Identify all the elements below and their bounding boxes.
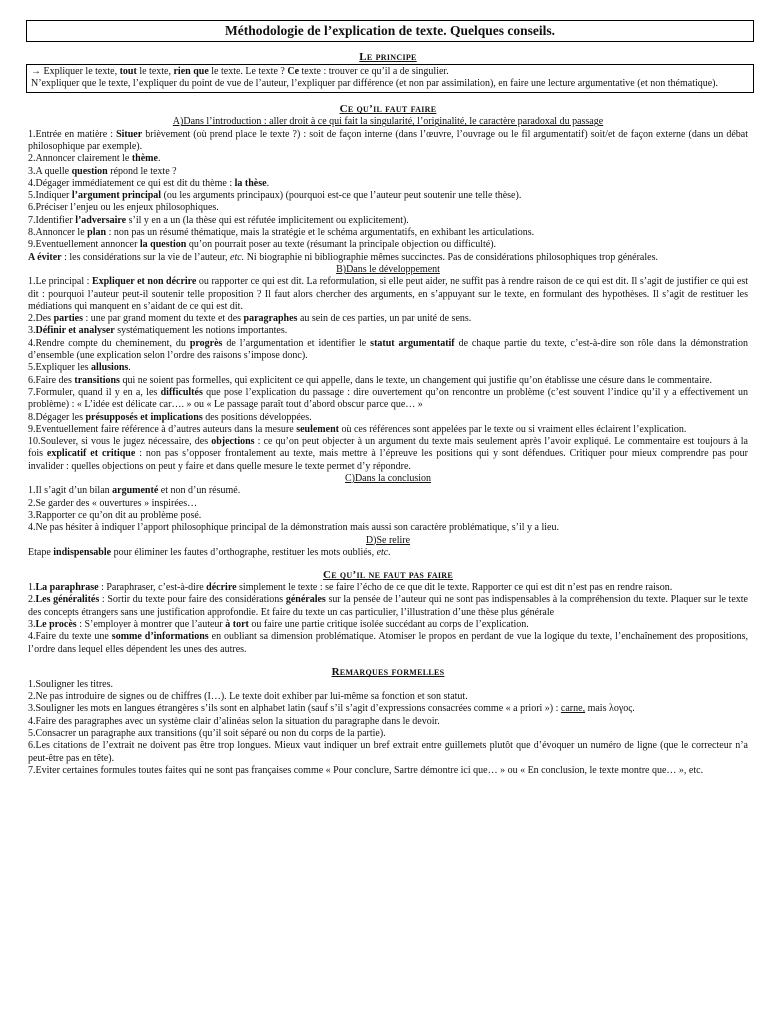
formelles-item-6: 6.Les citations de l’extrait ne doivent pas être trop longues. Mieux vaut indiquer un bref extrait entre guillemets plutôt que d’évoquer un numéro de ligne (que le correcteur n’a peut-être pas en tête). (28, 740, 748, 764)
dev-item-6: 6.Faire des transitions qui ne soient pas formelles, qui explicitent ce qui appelle, dans le texte, un changement qui justifie qu’on établisse une césure dans le commentaire. (28, 374, 712, 386)
pasfaire-item-1: 1.La paraphrase : Paraphraser, c’est-à-dire décrire simplement le texte : se faire l’écho de ce que dit le texte. Rapporter ce qui est dit n’est pas en rendre raison. (28, 582, 673, 594)
formelles-item-7: 7.Eviter certaines formules toutes faites qui ne sont pas françaises comme « Pour conclure, Sartre démontre ici que… » ou « En conclusion, le texte montre que… », etc. (28, 764, 704, 776)
concl-item-4: 4.Ne pas hésiter à indiquer l’apport philosophique principal de la démonstration mais aussi son caractère problématique, s’il y a lieu. (28, 522, 559, 534)
dev-item-8: 8.Dégager les présupposés et implications des positions développées. (28, 411, 312, 423)
principle-line-2: N’expliquer que le texte, l’expliquer du point de vue de l’auteur, l’expliquer par différence (et non par assimilation), en faire une lecture argumentative (et non thématique). (31, 78, 719, 90)
principle-box (26, 64, 754, 93)
formelles-item-3: 3.Souligner les mots en langues étrangères s’ils sont en alphabet latin (sauf s’il s’agit d’expressions consacrées comme « a priori ») : carne, mais λογος. (28, 703, 635, 715)
formelles-item-2: 2.Ne pas introduire de signes ou de chiffres (I…). Le texte doit exhiber par lui-même sa fonction et son statut. (28, 691, 468, 703)
formelles-item-1: 1.Souligner les titres. (28, 678, 113, 690)
intro-item-9: 9.Eventuellement annoncer la question qu’on pourrait poser au texte (résumant la principale objection ou difficulté). (28, 239, 497, 251)
formelles-item-5: 5.Consacrer un paragraphe aux transitions (qu’il soit séparé ou non du corps de la partie). (28, 728, 386, 740)
intro-item-1: 1.Entrée en matière : Situer brièvement (où prend place le texte ?) : soit de façon interne (dans l’œuvre, l’ouvrage ou le fil argumentatif) soit/et de façon externe (dans un débat philosophique par exemple). (28, 128, 748, 152)
dev-item-2: 2.Des parties : une par grand moment du texte et des paragraphes au sein de ces parties, un par unité de sens. (28, 313, 472, 325)
subheading-relire: D)Se relire (365, 534, 411, 546)
pasfaire-item-2: 2.Les généralités : Sortir du texte pour faire des considérations générales sur la pensée de l’auteur qui ne sont pas indispensables à la compréhension du texte. Plaquer sur le texte des concepts étrangers sans une justification approfondie. Et faire du texte un cas particulier, l’illustration d’une thèse plus générale (28, 594, 748, 618)
pasfaire-item-4: 4.Faire du texte une somme d’informations en oubliant sa dimension problématique. Atomiser le propos en perdant de vue la logique du texte, l’enchaînement des propositions, l’ordre dans lequel elles dépendent les unes des autres. (28, 631, 748, 655)
dev-item-4: 4.Rendre compte du cheminement, du progrès de l’argumentation et identifier le statut argumentatif de chaque partie du texte, c’est-à-dire son rôle dans la démonstration d’ensemble (une explication selon l’ordre des raisons s’impose donc). (28, 337, 748, 362)
subheading-introduction: A)Dans l’introduction : aller droit à ce qui fait la singularité, l’originalité, le caractère paradoxal du passage (172, 116, 604, 128)
intro-item-4: 4.Dégager immédiatement ce qui est dit du thème : la thèse. (28, 177, 270, 189)
relire-text: Etape indispensable pour éliminer les fautes d’orthographe, restituer les mots oubliés, etc. (28, 546, 391, 558)
intro-item-2: 2.Annoncer clairement le thème. (28, 153, 161, 165)
dev-item-10: 10.Soulever, si vous le jugez nécessaire, des objections : ce qu’on peut objecter à un argument du texte mais seulement après l’avoir expliqué. Le commentaire est toujours à la fois explicatif et critique : non pas s’opposer frontalement au texte, mais mettre à l’épreuve les positions qui y sont défendues. Critiquer pour mieux comprendre pas pour invalider : quelles objections on peut y faire et dans quelle mesure le texte permet d’y répondre. (28, 436, 749, 472)
intro-item-5: 5.Indiquer l’argument principal (ou les arguments principaux) (pourquoi est-ce que l’auteur peut soutenir une telle thèse). (28, 190, 522, 202)
concl-item-3: 3.Rapporter ce qu’on dit au problème posé. (28, 509, 202, 521)
heading-faire: Ce qu’il faut faire (339, 103, 437, 116)
principle-line-1: → Expliquer le texte, tout le texte, rien que le texte. Le texte ? Ce texte : trouver ce qu’il a de singulier. (31, 66, 449, 77)
concl-item-2: 2.Se garder des « ouvertures » inspirées… (28, 497, 198, 509)
document-title: Méthodologie de l’explication de texte. Quelques conseils. (26, 20, 754, 42)
pasfaire-item-3: 3.Le procès : S’employer à montrer que l’auteur à tort ou faire une partie critique isolée succédant au corps de l’explication. (28, 618, 529, 630)
intro-item-3: 3.A quelle question répond le texte ? (28, 165, 177, 177)
intro-avoid-note: A éviter : les considérations sur la vie de l’auteur, etc. Ni biographie ni bibliographie mêmes succinctes. Pas de considérations philosophiques trop générales. (28, 251, 658, 263)
dev-item-9: 9.Eventuellement faire référence à d’autres auteurs dans la mesure seulement où ces références sont appelées par le texte ou si vraiment elles éclairent l’explication. (28, 423, 687, 435)
intro-item-8: 8.Annoncer le plan : non pas un résumé thématique, mais la stratégie et le schéma argumentatifs, en exhibant les articulations. (28, 227, 535, 239)
formelles-item-4: 4.Faire des paragraphes avec un système clair d’alinéas selon la situation du paragraphe dans le devoir. (28, 715, 440, 727)
subheading-developpement: B)Dans le développement (336, 263, 440, 275)
dev-item-5: 5.Expliquer les allusions. (28, 362, 131, 374)
dev-item-7: 7.Formuler, quand il y en a, les difficultés que pose l’explication du passage : dire ouvertement qu’on rencontre un problème (c’est souvent l’indice qu’il y a effectivement un problème) : « L’idée est délicate car…. » ou « Le passage paraît tout d’abord obscur parce que… » (28, 386, 749, 411)
heading-formelles: Remarques formelles (331, 665, 445, 678)
dev-item-1: 1.Le principal : Expliquer et non décrire ou rapporter ce qui est dit. La reformulation, si elle peut aider, ne suffit pas à rendre raison de ce qui est dit. Il s’agit de justifier ce qui est dit : pourquoi l’auteur peut-il soutenir telle proposition ? Il faut alors chercher des arguments, en s’appuyant sur le texte, en formulant des hypothèses. Il s’agit de restituer les médiations qui manquent en s’aidant de ce qui est dit. (28, 276, 749, 312)
heading-principe: Le principe (359, 51, 417, 63)
intro-item-7: 7.Identifier l’adversaire s’il y en a un (la thèse qui est réfutée implicitement ou explicitement). (28, 214, 409, 226)
concl-item-1: 1.Il s’agit d’un bilan argumenté et non d’un résumé. (28, 485, 241, 497)
heading-pas-faire: Ce qu’il ne faut pas faire (322, 569, 454, 582)
subheading-conclusion: C)Dans la conclusion (344, 473, 432, 485)
dev-item-3: 3.Définir et analyser systématiquement les notions importantes. (28, 325, 288, 337)
intro-item-6: 6.Préciser l’enjeu ou les enjeux philosophiques. (28, 202, 219, 214)
